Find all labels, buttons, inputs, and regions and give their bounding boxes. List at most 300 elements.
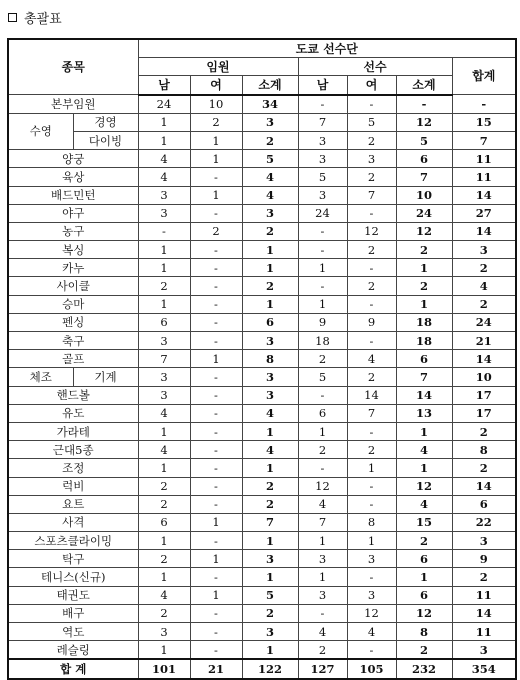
cell-am: 7 — [298, 513, 347, 531]
table-row — [8, 277, 516, 295]
cell-as: 6 — [396, 150, 452, 168]
cell-os: 4 — [242, 168, 298, 186]
cell-af: - — [347, 295, 396, 313]
cell-om: 6 — [138, 513, 190, 531]
cell-of: - — [190, 604, 242, 622]
sport-name: 다이빙 — [73, 131, 138, 149]
cell-of: 2 — [190, 113, 242, 131]
cell-t: 11 — [452, 586, 516, 604]
cell-os: 2 — [242, 222, 298, 240]
cell-os: 3 — [242, 204, 298, 222]
cell-om: 2 — [138, 604, 190, 622]
cell-of: - — [190, 404, 242, 422]
sport-name: 본부임원 — [8, 95, 138, 114]
cell-os: 1 — [242, 295, 298, 313]
cell-om: 4 — [138, 150, 190, 168]
cell-of: - — [190, 641, 242, 660]
cell-of: 2 — [190, 222, 242, 240]
cell-am: 4 — [298, 495, 347, 513]
cell-af: - — [347, 204, 396, 222]
cell-am: 1 — [298, 422, 347, 440]
cell-os: 3 — [242, 550, 298, 568]
header-athletes-female: 여 — [347, 76, 396, 95]
cell-os: 4 — [242, 441, 298, 459]
cell-t: 3 — [452, 532, 516, 550]
cell-t: 4 — [452, 277, 516, 295]
cell-os: 5 — [242, 150, 298, 168]
cell-om: 3 — [138, 186, 190, 204]
cell-t: 3 — [452, 641, 516, 660]
cell-os: 6 — [242, 313, 298, 331]
cell-t: 2 — [452, 459, 516, 477]
cell-t: 27 — [452, 204, 516, 222]
cell-t: 2 — [452, 259, 516, 277]
table-row — [8, 568, 516, 586]
cell-os: 2 — [242, 604, 298, 622]
cell-af: 14 — [347, 386, 396, 404]
cell-as: 13 — [396, 404, 452, 422]
sport-name: 역도 — [8, 623, 138, 641]
cell-om: 3 — [138, 386, 190, 404]
cell-am: - — [298, 604, 347, 622]
cell-t: 21 — [452, 332, 516, 350]
total-row — [8, 659, 516, 678]
cell-af: - — [347, 641, 396, 660]
table-row — [8, 95, 516, 114]
cell-am: - — [298, 95, 347, 114]
cell-af: - — [347, 568, 396, 586]
table-row — [8, 259, 516, 277]
cell-t: 11 — [452, 623, 516, 641]
cell-af: 1 — [347, 459, 396, 477]
cell-os: 4 — [242, 186, 298, 204]
cell-os: 1 — [242, 532, 298, 550]
table-row — [8, 204, 516, 222]
cell-om: 7 — [138, 350, 190, 368]
cell-am: - — [298, 241, 347, 259]
cell-os: 1 — [242, 641, 298, 660]
sport-name: 복싱 — [8, 241, 138, 259]
cell-am: 24 — [298, 204, 347, 222]
header-athletes-subtotal: 소계 — [396, 76, 452, 95]
cell-am: 5 — [298, 368, 347, 386]
sport-name: 근대5종 — [8, 441, 138, 459]
cell-os: 3 — [242, 386, 298, 404]
cell-t: 14 — [452, 350, 516, 368]
cell-os: 34 — [242, 95, 298, 114]
cell-t: 14 — [452, 604, 516, 622]
cell-am: 9 — [298, 313, 347, 331]
cell-of: - — [190, 204, 242, 222]
cell-t: 14 — [452, 477, 516, 495]
table-row — [8, 113, 516, 131]
checkbox-icon — [8, 13, 17, 22]
cell-as: 2 — [396, 277, 452, 295]
sport-name: 태권도 — [8, 586, 138, 604]
cell-os: 1 — [242, 241, 298, 259]
cell-of: - — [190, 477, 242, 495]
cell-am: 1 — [298, 532, 347, 550]
sport-name: 스포츠클라이밍 — [8, 532, 138, 550]
cell-am: - — [298, 277, 347, 295]
sport-name: 레슬링 — [8, 641, 138, 660]
cell-om: 4 — [138, 168, 190, 186]
cell-af: 4 — [347, 623, 396, 641]
sport-name: 골프 — [8, 350, 138, 368]
cell-am: 18 — [298, 332, 347, 350]
cell-of: - — [190, 386, 242, 404]
sport-name: 테니스(신규) — [8, 568, 138, 586]
header-officials-male: 남 — [138, 76, 190, 95]
table-row — [8, 313, 516, 331]
cell-af: 7 — [347, 404, 396, 422]
sport-name: 가라테 — [8, 422, 138, 440]
cell-om: 24 — [138, 95, 190, 114]
cell-as: 6 — [396, 586, 452, 604]
sport-name: 기계 — [73, 368, 138, 386]
cell-t: - — [452, 95, 516, 114]
cell-t: 14 — [452, 222, 516, 240]
sport-name: 카누 — [8, 259, 138, 277]
cell-am: 12 — [298, 477, 347, 495]
header-delegation: 도쿄 선수단 — [138, 39, 516, 58]
cell-of: - — [190, 368, 242, 386]
cell-af: 105 — [347, 659, 396, 678]
cell-af: 1 — [347, 532, 396, 550]
sport-name: 사이클 — [8, 277, 138, 295]
cell-t: 354 — [452, 659, 516, 678]
sport-name: 유도 — [8, 404, 138, 422]
sport-name: 축구 — [8, 332, 138, 350]
cell-t: 15 — [452, 113, 516, 131]
cell-os: 7 — [242, 513, 298, 531]
table-body — [8, 95, 516, 679]
cell-of: - — [190, 313, 242, 331]
cell-om: 1 — [138, 568, 190, 586]
group-label-gymnastics: 체조 — [8, 368, 73, 386]
cell-t: 14 — [452, 186, 516, 204]
cell-am: 2 — [298, 441, 347, 459]
cell-t: 22 — [452, 513, 516, 531]
cell-om: 4 — [138, 404, 190, 422]
sport-name: 야구 — [8, 204, 138, 222]
header-total: 합계 — [452, 58, 516, 95]
cell-of: - — [190, 332, 242, 350]
cell-af: - — [347, 332, 396, 350]
cell-of: - — [190, 459, 242, 477]
cell-am: - — [298, 459, 347, 477]
sport-name: 탁구 — [8, 550, 138, 568]
cell-as: 8 — [396, 623, 452, 641]
sport-name: 승마 — [8, 295, 138, 313]
cell-as: 1 — [396, 568, 452, 586]
header-officials-female: 여 — [190, 76, 242, 95]
cell-om: 1 — [138, 532, 190, 550]
cell-of: 1 — [190, 586, 242, 604]
cell-af: 3 — [347, 150, 396, 168]
cell-of: 1 — [190, 131, 242, 149]
cell-os: 1 — [242, 259, 298, 277]
cell-as: 2 — [396, 532, 452, 550]
table-row — [8, 441, 516, 459]
cell-af: - — [347, 477, 396, 495]
cell-os: 2 — [242, 131, 298, 149]
cell-t: 2 — [452, 568, 516, 586]
heading-text: 총괄표 — [24, 11, 62, 27]
total-label: 합 계 — [8, 659, 138, 678]
cell-af: - — [347, 495, 396, 513]
sport-name: 농구 — [8, 222, 138, 240]
cell-os: 3 — [242, 332, 298, 350]
sport-name: 요트 — [8, 495, 138, 513]
cell-af: 2 — [347, 131, 396, 149]
table-row — [8, 241, 516, 259]
cell-am: 127 — [298, 659, 347, 678]
cell-om: 2 — [138, 477, 190, 495]
cell-af: 8 — [347, 513, 396, 531]
cell-os: 1 — [242, 422, 298, 440]
cell-os: 4 — [242, 404, 298, 422]
cell-t: 8 — [452, 441, 516, 459]
cell-om: 3 — [138, 623, 190, 641]
cell-of: - — [190, 568, 242, 586]
cell-os: 2 — [242, 495, 298, 513]
cell-af: 5 — [347, 113, 396, 131]
cell-of: - — [190, 532, 242, 550]
cell-om: 3 — [138, 368, 190, 386]
cell-om: 3 — [138, 332, 190, 350]
cell-t: 7 — [452, 131, 516, 149]
cell-of: 1 — [190, 550, 242, 568]
cell-as: 2 — [396, 641, 452, 660]
cell-t: 9 — [452, 550, 516, 568]
table-row — [8, 422, 516, 440]
cell-om: 3 — [138, 204, 190, 222]
cell-of: - — [190, 422, 242, 440]
table-row — [8, 150, 516, 168]
group-label-swimming: 수영 — [8, 113, 73, 149]
cell-om: 1 — [138, 131, 190, 149]
header-officials: 임원 — [138, 58, 298, 76]
table-row — [8, 404, 516, 422]
cell-t: 10 — [452, 368, 516, 386]
cell-am: 3 — [298, 186, 347, 204]
cell-of: 1 — [190, 350, 242, 368]
sport-name: 사격 — [8, 513, 138, 531]
cell-am: 3 — [298, 150, 347, 168]
cell-as: 6 — [396, 350, 452, 368]
table-row — [8, 168, 516, 186]
cell-af: 4 — [347, 350, 396, 368]
header-athletes-male: 남 — [298, 76, 347, 95]
table-row — [8, 586, 516, 604]
cell-of: - — [190, 623, 242, 641]
cell-os: 3 — [242, 623, 298, 641]
cell-as: 7 — [396, 168, 452, 186]
cell-as: 12 — [396, 477, 452, 495]
cell-os: 5 — [242, 586, 298, 604]
cell-af: 7 — [347, 186, 396, 204]
cell-om: 4 — [138, 586, 190, 604]
table-row — [8, 495, 516, 513]
cell-om: 1 — [138, 459, 190, 477]
table-row — [8, 604, 516, 622]
cell-af: 2 — [347, 168, 396, 186]
cell-af: - — [347, 259, 396, 277]
table-row — [8, 332, 516, 350]
cell-om: 4 — [138, 441, 190, 459]
cell-of: - — [190, 495, 242, 513]
sport-name: 경영 — [73, 113, 138, 131]
sport-name: 배드민턴 — [8, 186, 138, 204]
cell-am: 1 — [298, 259, 347, 277]
cell-af: 2 — [347, 368, 396, 386]
table-row — [8, 386, 516, 404]
sport-name: 육상 — [8, 168, 138, 186]
cell-t: 2 — [452, 295, 516, 313]
cell-om: 1 — [138, 259, 190, 277]
table-row — [8, 368, 516, 386]
cell-as: 2 — [396, 241, 452, 259]
cell-af: 3 — [347, 550, 396, 568]
cell-as: 5 — [396, 131, 452, 149]
cell-of: - — [190, 277, 242, 295]
cell-of: - — [190, 441, 242, 459]
cell-as: - — [396, 95, 452, 114]
cell-af: 2 — [347, 441, 396, 459]
cell-of: - — [190, 259, 242, 277]
summary-table — [7, 38, 517, 680]
table-row — [8, 295, 516, 313]
cell-t: 3 — [452, 241, 516, 259]
sport-name: 조정 — [8, 459, 138, 477]
cell-of: 10 — [190, 95, 242, 114]
cell-as: 1 — [396, 295, 452, 313]
cell-am: - — [298, 386, 347, 404]
cell-as: 12 — [396, 113, 452, 131]
table-row — [8, 222, 516, 240]
cell-of: - — [190, 168, 242, 186]
cell-as: 1 — [396, 422, 452, 440]
cell-t: 24 — [452, 313, 516, 331]
cell-of: - — [190, 241, 242, 259]
cell-om: 101 — [138, 659, 190, 678]
table-row — [8, 131, 516, 149]
cell-af: - — [347, 95, 396, 114]
cell-as: 10 — [396, 186, 452, 204]
cell-am: 5 — [298, 168, 347, 186]
cell-am: 1 — [298, 295, 347, 313]
cell-as: 14 — [396, 386, 452, 404]
cell-af: 12 — [347, 604, 396, 622]
cell-t: 17 — [452, 404, 516, 422]
cell-os: 122 — [242, 659, 298, 678]
cell-am: 3 — [298, 131, 347, 149]
table-row — [8, 623, 516, 641]
cell-am: 2 — [298, 641, 347, 660]
cell-om: 1 — [138, 241, 190, 259]
table-row — [8, 350, 516, 368]
cell-om: 2 — [138, 277, 190, 295]
cell-t: 17 — [452, 386, 516, 404]
cell-of: 1 — [190, 513, 242, 531]
table-row — [8, 641, 516, 660]
cell-os: 3 — [242, 113, 298, 131]
header-athletes: 선수 — [298, 58, 452, 76]
sport-name: 럭비 — [8, 477, 138, 495]
cell-t: 11 — [452, 168, 516, 186]
cell-am: - — [298, 222, 347, 240]
cell-af: 2 — [347, 277, 396, 295]
cell-of: 1 — [190, 150, 242, 168]
cell-as: 18 — [396, 332, 452, 350]
table-row — [8, 477, 516, 495]
cell-as: 4 — [396, 441, 452, 459]
cell-am: 6 — [298, 404, 347, 422]
cell-om: 1 — [138, 295, 190, 313]
cell-as: 232 — [396, 659, 452, 678]
cell-af: 2 — [347, 241, 396, 259]
cell-os: 1 — [242, 459, 298, 477]
cell-om: 1 — [138, 422, 190, 440]
cell-as: 15 — [396, 513, 452, 531]
cell-as: 4 — [396, 495, 452, 513]
cell-os: 2 — [242, 277, 298, 295]
cell-as: 6 — [396, 550, 452, 568]
table-row — [8, 186, 516, 204]
cell-om: 2 — [138, 550, 190, 568]
cell-om: 1 — [138, 113, 190, 131]
table-row — [8, 532, 516, 550]
sport-name: 펜싱 — [8, 313, 138, 331]
cell-am: 7 — [298, 113, 347, 131]
cell-om: 6 — [138, 313, 190, 331]
cell-om: - — [138, 222, 190, 240]
cell-as: 7 — [396, 368, 452, 386]
cell-os: 8 — [242, 350, 298, 368]
cell-af: 12 — [347, 222, 396, 240]
header-sport: 종목 — [8, 39, 138, 95]
cell-of: 1 — [190, 186, 242, 204]
table-row — [8, 550, 516, 568]
cell-af: 3 — [347, 586, 396, 604]
cell-am: 4 — [298, 623, 347, 641]
cell-af: - — [347, 422, 396, 440]
cell-t: 6 — [452, 495, 516, 513]
cell-os: 3 — [242, 368, 298, 386]
cell-as: 12 — [396, 604, 452, 622]
cell-t: 2 — [452, 422, 516, 440]
sport-name: 양궁 — [8, 150, 138, 168]
cell-am: 1 — [298, 568, 347, 586]
cell-as: 24 — [396, 204, 452, 222]
cell-om: 2 — [138, 495, 190, 513]
cell-am: 3 — [298, 586, 347, 604]
heading — [8, 6, 62, 28]
cell-of: - — [190, 295, 242, 313]
sport-name: 핸드볼 — [8, 386, 138, 404]
cell-os: 2 — [242, 477, 298, 495]
cell-as: 1 — [396, 459, 452, 477]
table-row — [8, 513, 516, 531]
cell-as: 1 — [396, 259, 452, 277]
cell-am: 2 — [298, 350, 347, 368]
cell-os: 1 — [242, 568, 298, 586]
cell-am: 3 — [298, 550, 347, 568]
table-row — [8, 459, 516, 477]
cell-t: 11 — [452, 150, 516, 168]
cell-as: 12 — [396, 222, 452, 240]
